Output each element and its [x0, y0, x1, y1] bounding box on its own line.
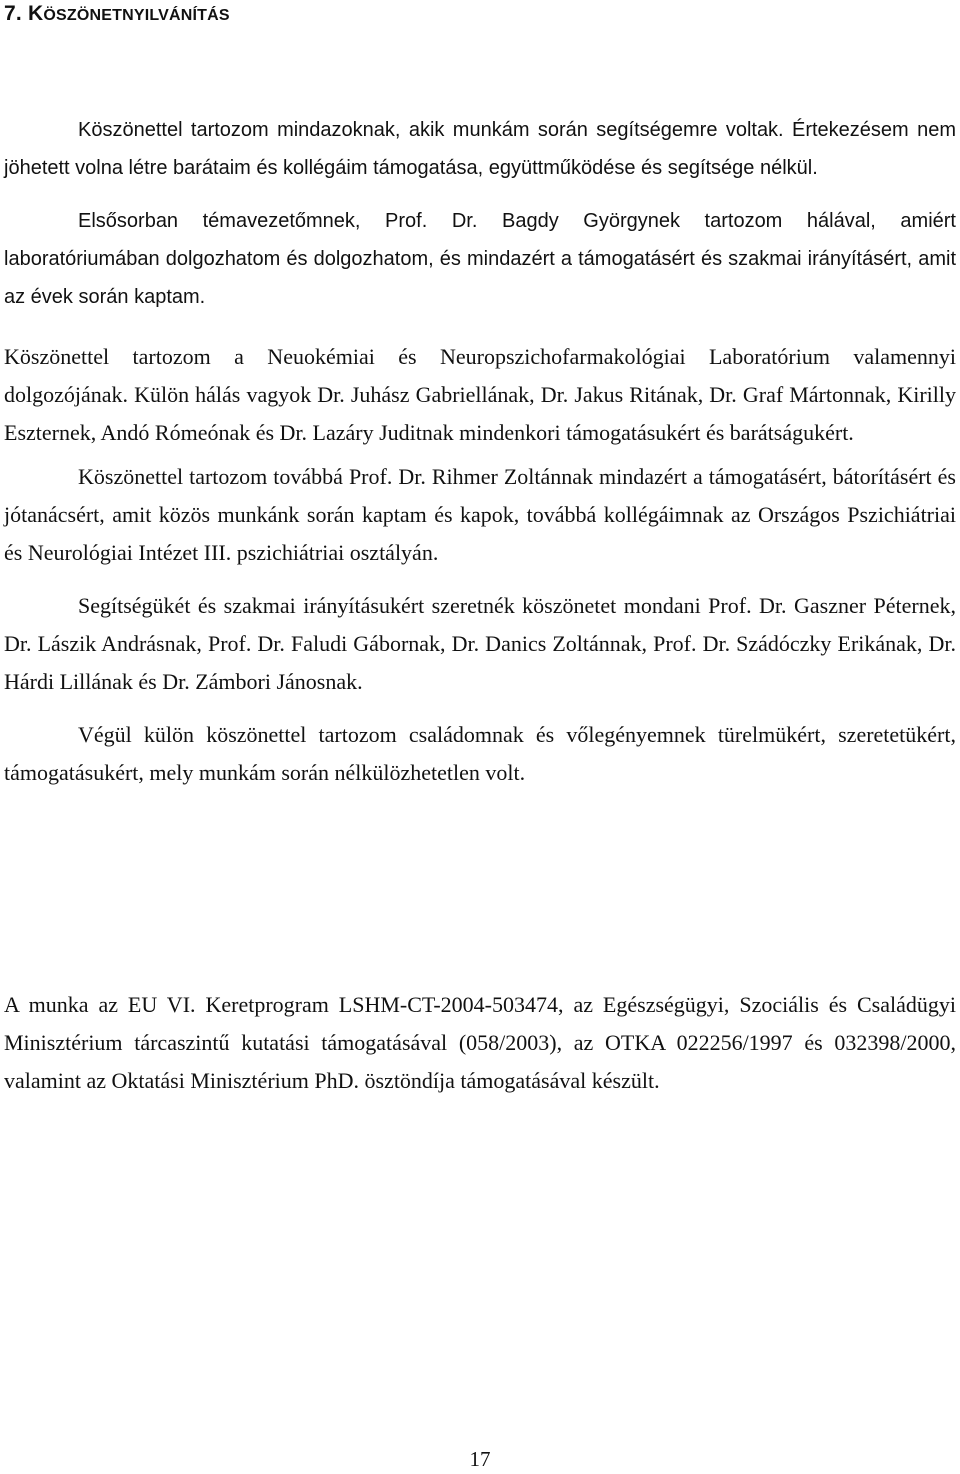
section-number: 7. — [4, 2, 22, 25]
intro-text-block — [4, 111, 956, 316]
paragraph-intro: Köszönettel tartozom mindazoknak, akik munkám során segítségemre voltak. Értekezésem nem jöhetett volna létre barátaim és kollégáim támogatása, együttműködése és segítsége nélkül. — [4, 119, 956, 179]
paragraph-funding: A munka az EU VI. Keretprogram LSHM-CT-2004-503474, az Egészségügyi, Szociális és Családügyi Minisztérium tárcaszintű kutatási támogatásával (058/2003), az OTKA 022256/1997 és 032398/2000, valamint az Oktatási Minisztérium PhD. ösztöndíja támogatásával készült. — [4, 992, 956, 1093]
section-heading — [4, 1, 230, 29]
section-title: ÖSZÖNETNYILVÁNÍTÁS — [43, 7, 230, 24]
page-number: 17 — [469, 1447, 491, 1471]
paragraph-laboratory: Köszönettel tartozom a Neuokémiai és Neuropszichofarmakológiai Laboratórium valamennyi dolgozójának. Külön hálás vagyok Dr. Juhász Gabriellának, Dr. Jakus Ritának, Dr. Graf Mártonnak, Kirilly Eszternek, Andó Rómeónak és Dr. Lazáry Juditnak mindenkori támogatásukért és barátságukért. — [4, 344, 956, 445]
funding-text-block — [4, 986, 956, 1100]
paragraph-rihmer: Köszönettel tartozom továbbá Prof. Dr. Rihmer Zoltánnak mindazért a támogatásért, bátorításért és jótanácsért, amit közös munkánk során kaptam és kapok, továbbá kollégáimnak az Országos Pszichiátriai és Neurológiai Intézet III. pszichiátriai osztályán. — [4, 464, 956, 565]
section-title-initial: K — [27, 2, 44, 25]
acknowledgement-text-block — [4, 338, 956, 792]
paragraph-family: Végül külön köszönettel tartozom családomnak és vőlegényemnek türelmükért, szeretetükért, támogatásukért, mely munkám során nélkülözhetetlen volt. — [4, 722, 956, 785]
paragraph-supervisor: Elsősorban témavezetőmnek, Prof. Dr. Bagdy Györgynek tartozom hálával, amiért laboratóriumában dolgozhatom és dolgozhatom, és mindazért a támogatásért és szakmai irányításért, amit az évek során kaptam. — [4, 210, 956, 308]
paragraph-advisors: Segítségükét és szakmai irányításukért szeretnék köszönetet mondani Prof. Dr. Gaszner Péternek, Dr. Lászik Andrásnak, Prof. Dr. Faludi Gábornak, Dr. Danics Zoltánnak, Prof. Dr. Szádóczky Erikának, Dr. Hárdi Lillának és Dr. Zámbori Jánosnak. — [4, 593, 956, 694]
